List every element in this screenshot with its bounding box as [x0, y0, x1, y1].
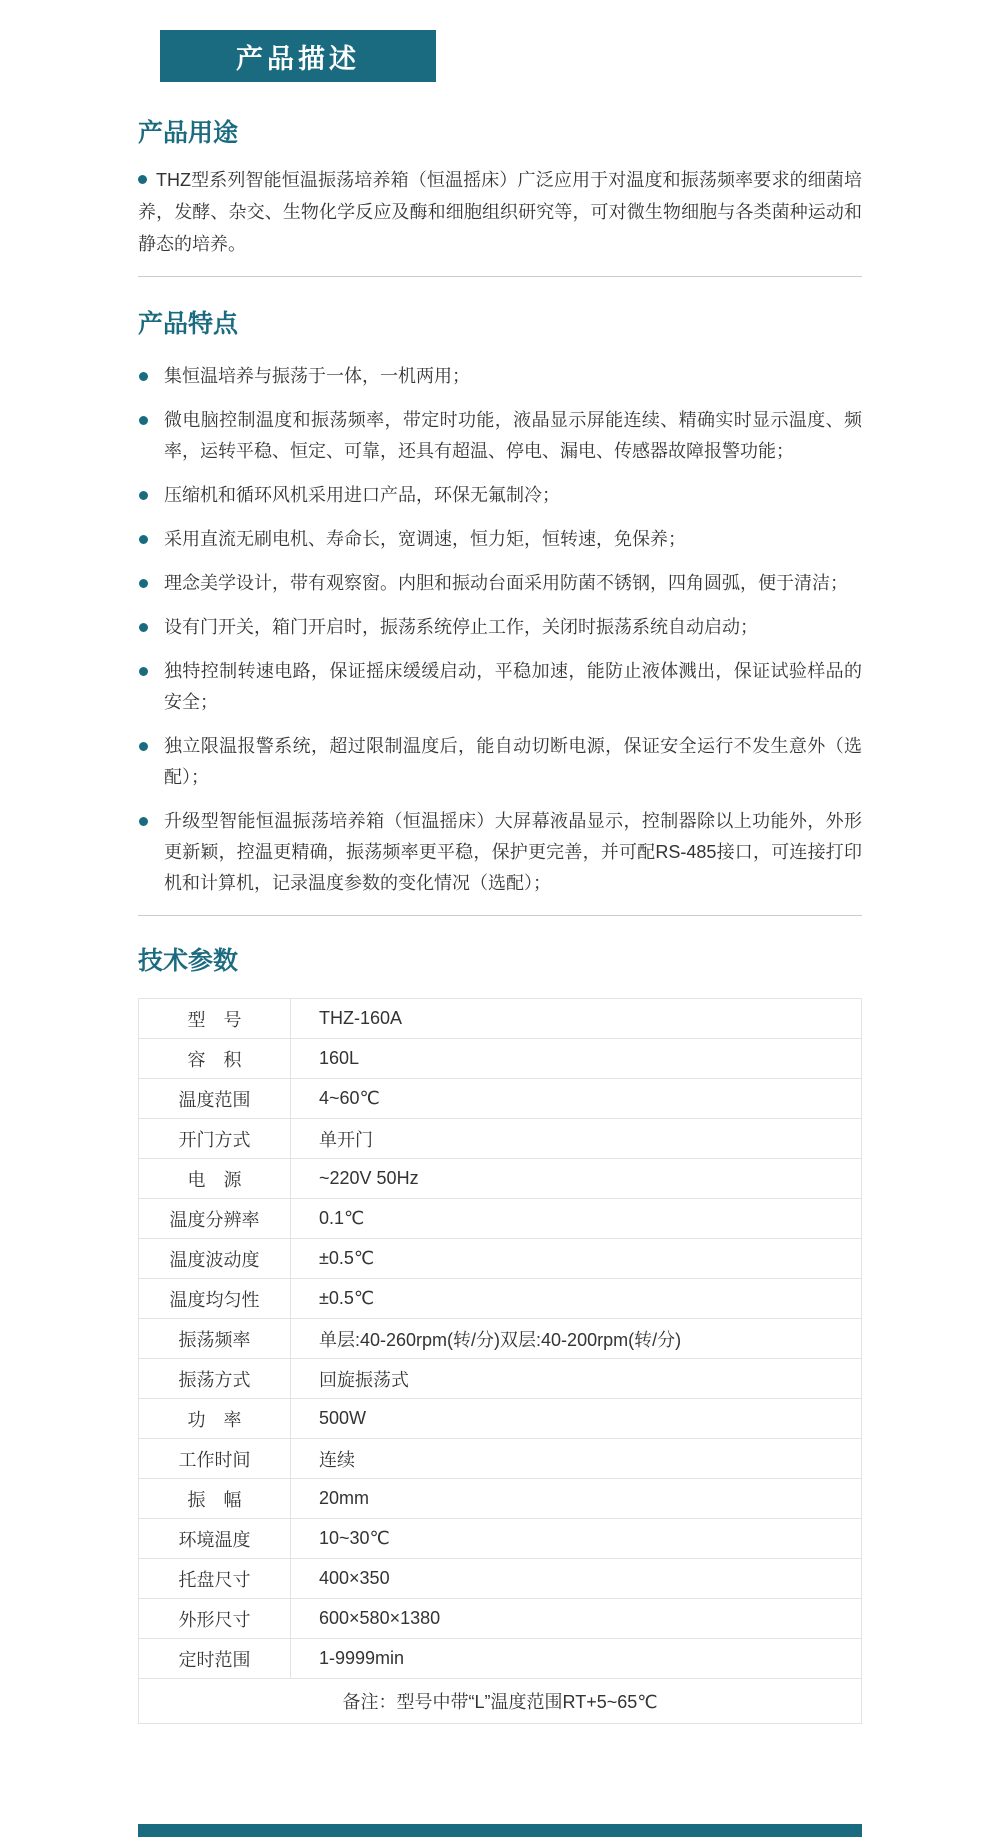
spec-row — [139, 1039, 862, 1079]
content-area — [138, 0, 862, 1724]
spec-value: 1-9999min — [291, 1639, 862, 1679]
spec-value: 600×580×1380 — [291, 1599, 862, 1639]
spec-row — [139, 1599, 862, 1639]
spec-row — [139, 1439, 862, 1479]
spec-row — [139, 1079, 862, 1119]
feature-item — [138, 656, 862, 718]
spec-label: 振荡频率 — [139, 1319, 291, 1359]
spec-row — [139, 1279, 862, 1319]
feature-item — [138, 806, 862, 899]
spec-label: 温度波动度 — [139, 1239, 291, 1279]
spec-row — [139, 1399, 862, 1439]
feature-text: 独立限温报警系统，超过限制温度后，能自动切断电源，保证安全运行不发生意外（选配）； — [164, 736, 862, 787]
spec-row — [139, 1519, 862, 1559]
spec-label: 工作时间 — [139, 1439, 291, 1479]
specs-table — [138, 998, 862, 1724]
spec-label: 托盘尺寸 — [139, 1559, 291, 1599]
specs-heading: 技术参数 — [138, 947, 239, 975]
feature-item — [138, 731, 862, 793]
feature-item — [138, 361, 862, 392]
spec-label: 型 号 — [139, 999, 291, 1039]
spec-label: 温度均匀性 — [139, 1279, 291, 1319]
specs-note: 备注：型号中带“L”温度范围RT+5~65℃ — [139, 1679, 862, 1724]
spec-label: 电 源 — [139, 1159, 291, 1199]
spec-row — [139, 1639, 862, 1679]
spec-value: 500W — [291, 1399, 862, 1439]
feature-item — [138, 612, 862, 643]
spec-label: 温度分辨率 — [139, 1199, 291, 1239]
spec-row — [139, 1199, 862, 1239]
spec-label: 振 幅 — [139, 1479, 291, 1519]
feature-item — [138, 524, 862, 555]
spec-value: ±0.5℃ — [291, 1279, 862, 1319]
banner-title: 产品描述 — [236, 43, 360, 74]
spec-value: 连续 — [291, 1439, 862, 1479]
feature-text: 升级型智能恒温振荡培养箱（恒温摇床）大屏幕液晶显示，控制器除以上功能外，外形更新颖，控温更精确，振荡频率更平稳，保护更完善，并可配RS-485接口，可连接打印机和计算机，记录温度参数的变化情况（选配）； — [164, 811, 862, 893]
features-heading: 产品特点 — [138, 310, 239, 338]
bullet-icon — [139, 667, 148, 676]
spec-row — [139, 1319, 862, 1359]
spec-value: 0.1℃ — [291, 1199, 862, 1239]
spec-label: 开门方式 — [139, 1119, 291, 1159]
spec-row — [139, 1239, 862, 1279]
spec-value: 400×350 — [291, 1559, 862, 1599]
spec-value: 4~60℃ — [291, 1079, 862, 1119]
spec-value: THZ-160A — [291, 999, 862, 1039]
spec-label: 温度范围 — [139, 1079, 291, 1119]
spec-label: 外形尺寸 — [139, 1599, 291, 1639]
feature-text: 设有门开关，箱门开启时，振荡系统停止工作，关闭时振荡系统自动启动； — [164, 617, 758, 637]
spec-row — [139, 999, 862, 1039]
note-row — [139, 1679, 862, 1724]
bullet-icon — [138, 175, 147, 184]
spec-row — [139, 1479, 862, 1519]
spec-value: ±0.5℃ — [291, 1239, 862, 1279]
spec-label: 环境温度 — [139, 1519, 291, 1559]
bullet-icon — [139, 579, 148, 588]
section-divider — [138, 276, 862, 277]
spec-value: 20mm — [291, 1479, 862, 1519]
next-section-banner-cutoff — [138, 1824, 862, 1837]
usage-heading: 产品用途 — [138, 119, 239, 147]
bullet-icon — [139, 535, 148, 544]
spec-label: 功 率 — [139, 1399, 291, 1439]
bullet-icon — [139, 742, 148, 751]
specs-table-footer — [139, 1679, 862, 1724]
spec-label: 容 积 — [139, 1039, 291, 1079]
spec-label: 定时范围 — [139, 1639, 291, 1679]
bullet-icon — [139, 416, 148, 425]
feature-text: 微电脑控制温度和振荡频率，带定时功能，液晶显示屏能连续、精确实时显示温度、频率，运转平稳、恒定、可靠，还具有超温、停电、漏电、传感器故障报警功能； — [164, 410, 862, 461]
spec-row — [139, 1559, 862, 1599]
usage-text: THZ型系列智能恒温振荡培养箱（恒温摇床）广泛应用于对温度和振荡频率要求的细菌培养，发酵、杂交、生物化学反应及酶和细胞组织研究等，可对微生物细胞与各类菌种运动和静态的培养。 — [138, 170, 862, 254]
feature-text: 独特控制转速电路，保证摇床缓缓启动，平稳加速，能防止液体溅出，保证试验样品的安全； — [164, 661, 862, 712]
feature-text: 采用直流无刷电机、寿命长，宽调速，恒力矩，恒转速，免保养； — [164, 529, 686, 549]
bullet-icon — [139, 817, 148, 826]
bullet-icon — [139, 372, 148, 381]
feature-item — [138, 405, 862, 467]
spec-row — [139, 1159, 862, 1199]
spec-value: 单层:40-260rpm(转/分)双层:40-200rpm(转/分) — [291, 1319, 862, 1359]
spec-row — [139, 1119, 862, 1159]
feature-text: 集恒温培养与振荡于一体，一机两用； — [164, 366, 470, 386]
section-divider — [138, 915, 862, 916]
spec-value: ~220V 50Hz — [291, 1159, 862, 1199]
bullet-icon — [139, 491, 148, 500]
spec-row — [139, 1359, 862, 1399]
features-list — [138, 361, 862, 899]
specs-table-body — [139, 999, 862, 1679]
section-banner — [160, 30, 436, 82]
feature-item — [138, 568, 862, 599]
usage-paragraph — [138, 164, 862, 260]
bullet-icon — [139, 623, 148, 632]
spec-value: 回旋振荡式 — [291, 1359, 862, 1399]
feature-item — [138, 480, 862, 511]
spec-label: 振荡方式 — [139, 1359, 291, 1399]
feature-text: 压缩机和循环风机采用进口产品，环保无氟制冷； — [164, 485, 560, 505]
spec-value: 单开门 — [291, 1119, 862, 1159]
spec-value: 160L — [291, 1039, 862, 1079]
spec-value: 10~30℃ — [291, 1519, 862, 1559]
feature-text: 理念美学设计，带有观察窗。内胆和振动台面采用防菌不锈钢，四角圆弧，便于清洁； — [164, 573, 848, 593]
